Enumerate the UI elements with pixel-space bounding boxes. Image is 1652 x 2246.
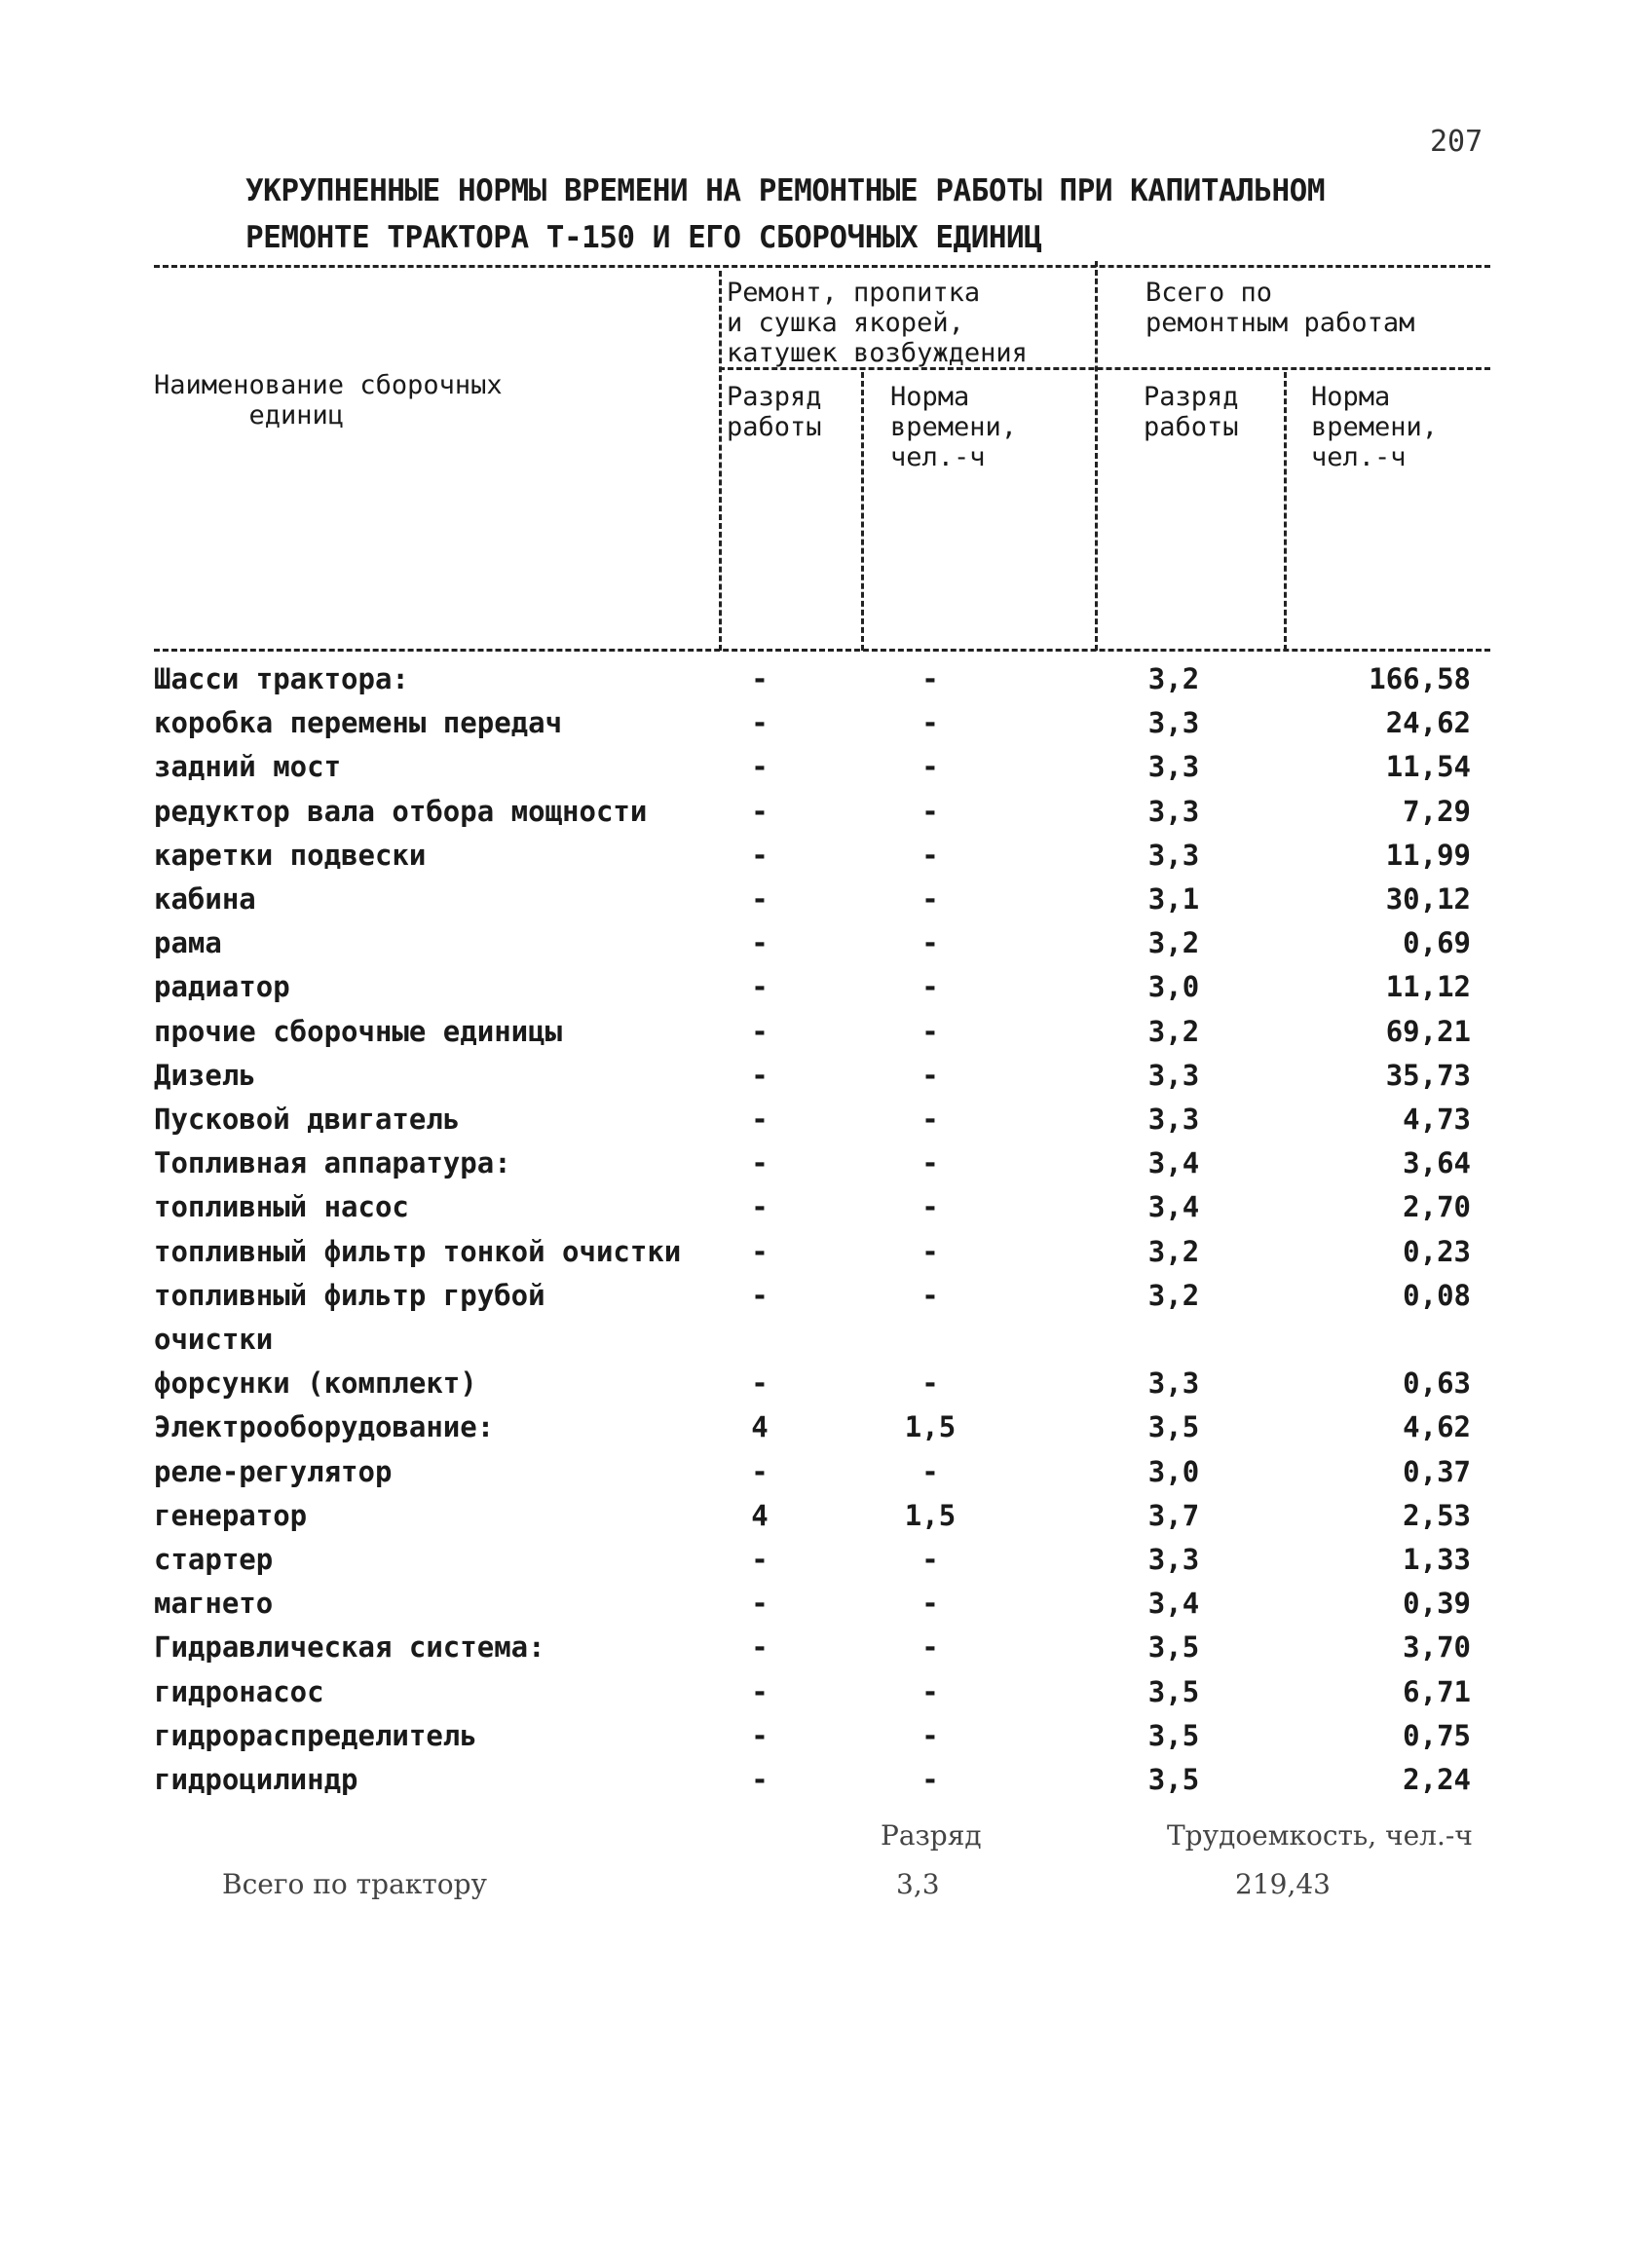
row-norm-repair: - [921, 1718, 939, 1752]
row-name: Топливная аппаратура: [154, 1146, 511, 1180]
row-norm-repair: - [921, 1763, 939, 1796]
row-norm-total: 2,70 [1403, 1190, 1471, 1224]
row-norm-repair: - [921, 1366, 939, 1401]
row-grade-total: 3,0 [1147, 970, 1200, 1004]
row-grade-total: 3,5 [1147, 1718, 1200, 1752]
row-norm-repair: - [921, 1146, 939, 1180]
row-norm-repair: 1,5 [904, 1498, 957, 1532]
row-norm-repair: - [921, 1103, 939, 1136]
row-grade-repair: - [751, 706, 769, 740]
table-header-bottom-rule [154, 649, 1490, 652]
table-row [0, 835, 1652, 879]
row-norm-total: 4,73 [1403, 1103, 1471, 1136]
row-grade-repair: - [751, 1543, 769, 1576]
row-grade-repair: - [751, 926, 769, 960]
table-row [0, 1539, 1652, 1583]
row-norm-total: 4,62 [1403, 1410, 1471, 1444]
row-grade-repair: - [751, 1718, 769, 1752]
row-grade-total: 3,3 [1147, 1103, 1200, 1136]
row-grade-total: 3,2 [1147, 662, 1200, 695]
row-norm-total: 30,12 [1385, 882, 1471, 916]
table-row [0, 702, 1652, 746]
row-grade-repair: - [751, 1674, 769, 1708]
row-norm-total: 0,08 [1403, 1278, 1471, 1312]
row-norm-repair: - [921, 706, 939, 740]
table-row [0, 1715, 1652, 1759]
row-grade-repair: - [751, 794, 769, 828]
table-row [0, 746, 1652, 790]
summary-labor-value: 219,43 [1235, 1868, 1331, 1900]
table-row [0, 966, 1652, 1010]
row-norm-repair: - [921, 838, 939, 872]
row-name: топливный фильтр тонкой очистки [154, 1234, 682, 1268]
row-grade-repair: - [751, 970, 769, 1004]
row-norm-repair: - [921, 926, 939, 960]
row-name: Электрооборудование: [154, 1410, 495, 1444]
table-row [0, 922, 1652, 966]
row-grade-total: 3,4 [1147, 1146, 1200, 1180]
row-norm-repair: - [921, 1058, 939, 1092]
summary-total-label: Всего по трактору [222, 1868, 488, 1900]
row-name: коробка перемены передач [154, 706, 563, 740]
row-name: редуктор вала отбора мощности [154, 794, 648, 828]
table-row [0, 1627, 1652, 1670]
title-line-1: УКРУПНЕННЫЕ НОРМЫ ВРЕМЕНИ НА РЕМОНТНЫЕ РАБОТЫ ПРИ КАПИТАЛЬНОМ [245, 173, 1325, 208]
header-name-column: Наименование сборочных единиц [154, 370, 503, 430]
row-norm-total: 0,63 [1403, 1366, 1471, 1401]
table-row [0, 1142, 1652, 1186]
row-norm-repair: - [921, 662, 939, 695]
row-grade-repair: 4 [751, 1410, 769, 1444]
row-grade-repair: - [751, 1146, 769, 1180]
row-name: Дизель [154, 1058, 256, 1092]
header-group-total-repair: Всего по ремонтным работам [1145, 278, 1415, 338]
row-norm-repair: - [921, 882, 939, 916]
row-grade-total: 3,4 [1147, 1587, 1200, 1621]
row-grade-repair: - [751, 662, 769, 695]
header-grade-2: Разряд работы [1144, 382, 1239, 442]
row-norm-total: 7,29 [1403, 794, 1471, 828]
header-group-repair-impregnation: Ремонт, пропитка и сушка якорей, катушек возбуждения [727, 278, 1028, 368]
row-grade-repair: - [751, 1366, 769, 1401]
row-norm-total: 24,62 [1385, 706, 1471, 740]
row-norm-total: 11,12 [1385, 970, 1471, 1004]
row-grade-total: 3,5 [1147, 1410, 1200, 1444]
row-grade-total: 3,3 [1147, 1058, 1200, 1092]
row-norm-total: 3,70 [1403, 1630, 1471, 1665]
row-grade-total: 3,3 [1147, 838, 1200, 872]
table-row [0, 1583, 1652, 1627]
row-grade-repair: - [751, 1587, 769, 1621]
header-grade-1: Разряд работы [727, 382, 822, 442]
row-norm-repair: - [921, 1630, 939, 1665]
row-norm-total: 166,58 [1369, 662, 1471, 695]
row-name: реле-регулятор [154, 1454, 393, 1488]
row-grade-total: 3,4 [1147, 1190, 1200, 1224]
table-row [0, 1495, 1652, 1539]
row-name: гидронасос [154, 1674, 324, 1708]
row-grade-total: 3,7 [1147, 1498, 1200, 1532]
row-name: Гидравлическая система: [154, 1630, 545, 1665]
row-name: Пусковой двигатель [154, 1103, 461, 1136]
row-grade-total: 3,2 [1147, 1278, 1200, 1312]
row-norm-total: 1,33 [1403, 1543, 1471, 1576]
table-top-rule [154, 265, 1490, 268]
row-grade-repair: - [751, 1454, 769, 1488]
row-norm-repair: - [921, 1014, 939, 1048]
row-norm-total: 35,73 [1385, 1058, 1471, 1092]
row-norm-repair: - [921, 1674, 939, 1708]
row-grade-total: 3,3 [1147, 1543, 1200, 1576]
row-grade-total: 3,2 [1147, 1234, 1200, 1268]
row-norm-total: 11,54 [1385, 750, 1471, 784]
column-divider-1 [719, 271, 722, 651]
table-row [0, 1099, 1652, 1142]
row-norm-repair: - [921, 1278, 939, 1312]
row-norm-repair: - [921, 794, 939, 828]
table-row [0, 1011, 1652, 1055]
table-row [0, 1231, 1652, 1275]
row-norm-repair: - [921, 970, 939, 1004]
row-grade-total: 3,3 [1147, 750, 1200, 784]
row-grade-total: 3,2 [1147, 1014, 1200, 1048]
column-divider-2 [861, 372, 864, 651]
row-grade-repair: - [751, 1103, 769, 1136]
row-norm-total: 0,23 [1403, 1234, 1471, 1268]
row-grade-repair: - [751, 1278, 769, 1312]
row-grade-total: 3,3 [1147, 794, 1200, 828]
table-row [0, 1759, 1652, 1803]
row-norm-total: 0,37 [1403, 1454, 1471, 1488]
column-divider-3 [1095, 261, 1098, 651]
table-row [0, 1319, 1652, 1363]
row-norm-total: 6,71 [1403, 1674, 1471, 1708]
row-grade-repair: - [751, 1190, 769, 1224]
summary-grade-label: Разряд [881, 1819, 982, 1852]
row-name: топливный фильтр грубой [154, 1278, 545, 1312]
row-norm-total: 2,24 [1403, 1763, 1471, 1796]
header-norm-2: Норма времени, чел.-ч [1311, 382, 1439, 472]
row-name: генератор [154, 1498, 308, 1532]
row-grade-total: 3,3 [1147, 706, 1200, 740]
row-name: гидрораспределитель [154, 1718, 477, 1752]
row-norm-total: 2,53 [1403, 1498, 1471, 1532]
table-row [0, 1671, 1652, 1715]
table-row [0, 1275, 1652, 1319]
row-norm-total: 0,69 [1403, 926, 1471, 960]
row-name: очистки [154, 1323, 274, 1356]
row-grade-total: 3,5 [1147, 1763, 1200, 1796]
row-name: прочие сборочные единицы [154, 1014, 563, 1048]
row-name: стартер [154, 1543, 274, 1576]
summary-grade-value: 3,3 [896, 1868, 940, 1900]
row-grade-repair: - [751, 1234, 769, 1268]
table-row [0, 1451, 1652, 1495]
row-grade-repair: - [751, 882, 769, 916]
header-norm-1: Норма времени, чел.-ч [890, 382, 1018, 472]
row-norm-total: 3,64 [1403, 1146, 1471, 1180]
row-norm-repair: - [921, 1190, 939, 1224]
row-grade-repair: - [751, 1763, 769, 1796]
row-grade-total: 3,2 [1147, 926, 1200, 960]
row-grade-repair: - [751, 750, 769, 784]
row-name: кабина [154, 882, 256, 916]
table-row [0, 1406, 1652, 1450]
row-norm-repair: - [921, 1234, 939, 1268]
row-name: форсунки (комплект) [154, 1366, 477, 1401]
row-norm-repair: - [921, 1454, 939, 1488]
row-name: рама [154, 926, 222, 960]
table-row [0, 1363, 1652, 1406]
row-grade-total: 3,5 [1147, 1674, 1200, 1708]
summary-labor-label: Трудоемкость, чел.-ч [1167, 1819, 1473, 1852]
row-grade-repair: 4 [751, 1498, 769, 1532]
row-norm-repair: 1,5 [904, 1410, 957, 1444]
row-name: каретки подвески [154, 838, 427, 872]
row-norm-total: 0,75 [1403, 1718, 1471, 1752]
page-number: 207 [1430, 125, 1483, 159]
row-name: топливный насос [154, 1190, 409, 1224]
row-norm-total: 69,21 [1385, 1014, 1471, 1048]
row-grade-total: 3,5 [1147, 1630, 1200, 1665]
row-norm-repair: - [921, 1587, 939, 1621]
row-name: Шасси трактора: [154, 662, 409, 695]
row-name: радиатор [154, 970, 290, 1004]
document-title [245, 168, 1325, 261]
row-grade-total: 3,0 [1147, 1454, 1200, 1488]
table-row [0, 1186, 1652, 1230]
table-row [0, 791, 1652, 835]
table-row [0, 1055, 1652, 1099]
row-grade-repair: - [751, 1630, 769, 1665]
row-grade-total: 3,3 [1147, 1366, 1200, 1401]
title-line-2: РЕМОНТЕ ТРАКТОРА Т-150 И ЕГО СБОРОЧНЫХ ЕДИНИЦ [245, 220, 1042, 255]
row-name: гидроцилиндр [154, 1763, 358, 1796]
row-norm-total: 0,39 [1403, 1587, 1471, 1621]
row-grade-repair: - [751, 1014, 769, 1048]
row-name: магнето [154, 1587, 274, 1621]
row-norm-total: 11,99 [1385, 838, 1471, 872]
table-row [0, 658, 1652, 702]
row-norm-repair: - [921, 750, 939, 784]
row-norm-repair: - [921, 1543, 939, 1576]
column-divider-4 [1284, 372, 1287, 651]
row-name: задний мост [154, 750, 342, 784]
row-grade-repair: - [751, 838, 769, 872]
row-grade-repair: - [751, 1058, 769, 1092]
row-grade-total: 3,1 [1147, 882, 1200, 916]
table-row [0, 879, 1652, 922]
